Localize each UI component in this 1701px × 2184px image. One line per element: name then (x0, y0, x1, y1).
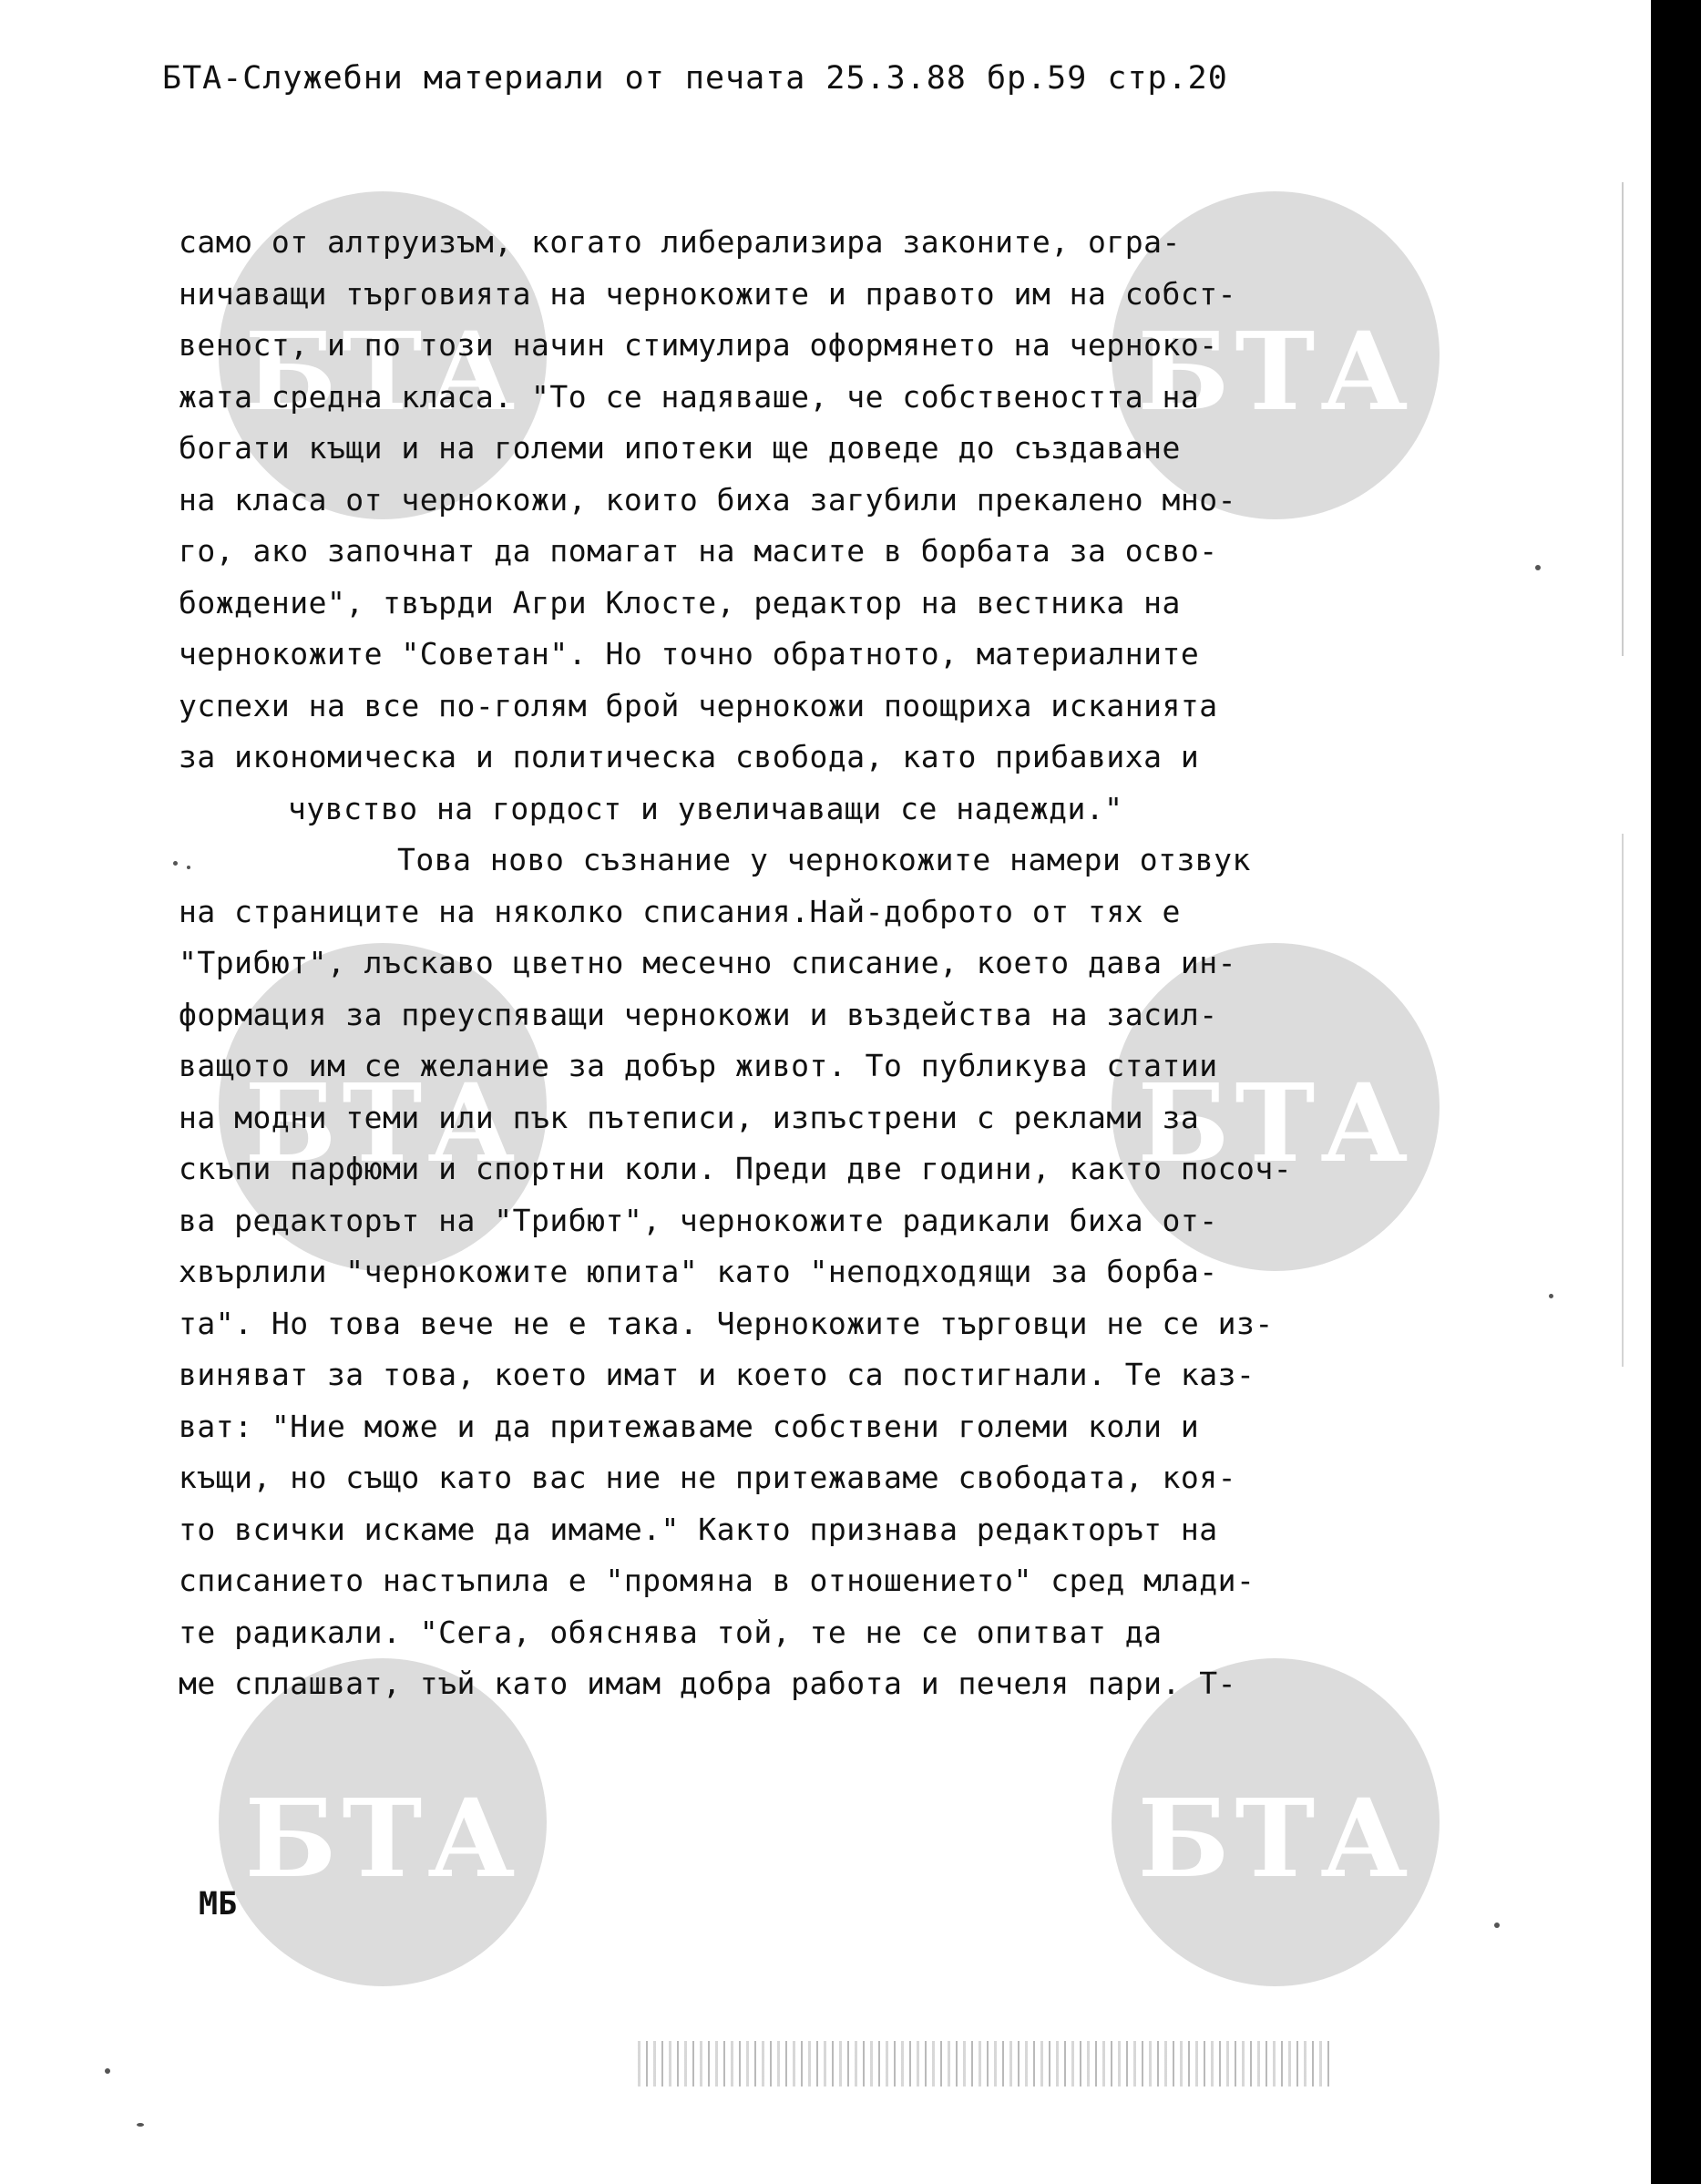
text-line: формация за преуспяващи чернокожи и въздейства на засил- (179, 996, 1218, 1032)
text-line: ват: "Ние може и да притежаваме собствени големи коли и (179, 1408, 1200, 1444)
scan-edge (1651, 0, 1701, 2184)
watermark-text: БТА (1137, 1060, 1414, 1186)
scan-speck (105, 2068, 110, 2074)
text-line: ничаващи търговията на чернокожите и правото им на собст- (179, 275, 1236, 312)
watermark-text: БТА (244, 1060, 521, 1186)
text-line: на страниците на няколко списания.Най-доброто от тях е (179, 893, 1181, 929)
scan-speck (1549, 1294, 1553, 1298)
watermark-text: БТА (1137, 308, 1414, 435)
text-line: чернокожите "Советан". Но точно обратното, материалните (179, 636, 1200, 672)
text-line: "Трибют", лъскаво цветно месечно списание, което дава ин- (179, 945, 1236, 980)
text-line: богати къщи и на големи ипотеки ще доведе до създаване (179, 430, 1181, 466)
text-line: веност, и по този начин стимулира оформянето на черноко- (179, 327, 1218, 363)
text-line: виняват за това, което имат и което са постигнали. Те каз- (179, 1357, 1255, 1392)
text-line: само от алтруизъм, когато либерализира законите, огра- (179, 224, 1181, 260)
text-line: списанието настъпила е "промяна в отношението" сред млади- (179, 1563, 1255, 1598)
scan-speck (137, 2123, 144, 2127)
text-line: ва редакторът на "Трибют", чернокожите радикали биха от- (179, 1202, 1218, 1238)
text-line: ващото им се желание за добър живот. То публикува статии (179, 1048, 1218, 1083)
text-line: та". Но това вече не е така. Чернокожите търговци не се из- (179, 1305, 1274, 1341)
text-line: за икономическа и политическа свобода, като прибавиха и (179, 739, 1200, 774)
scan-noise (638, 2041, 1330, 2087)
scan-speck (1535, 565, 1541, 570)
document-header: БТА-Служебни материали от печата 25.3.88 бр.59 стр.20 (162, 60, 1228, 97)
text-line: жата средна класа. "То се надяваше, че собствеността на (179, 378, 1200, 415)
paragraph-start-line: Това ново съзнание у чернокожите намери отзвук (397, 842, 1251, 877)
scan-speck (187, 866, 190, 869)
watermark-text: БТА (1137, 1775, 1414, 1902)
text-line: ме сплашват, тъй като имам добра работа и печеля пари. Т- (179, 1666, 1236, 1701)
watermark-text: БТА (244, 308, 521, 435)
text-line: къщи, но също като вас ние не притежаваме свободата, коя- (179, 1460, 1236, 1495)
scan-speck (173, 861, 178, 866)
text-line: го, ако започнат да помагат на масите в борбата за осво- (179, 533, 1218, 569)
text-line: бождение", твърди Агри Клосте, редактор на вестника на (179, 584, 1181, 620)
text-line: чувство на гордост и увеличаващи се надежди." (288, 790, 1123, 826)
text-line: на класа от чернокожи, които биха загубили прекалено мно- (179, 481, 1236, 518)
scan-speck (1494, 1923, 1500, 1928)
body-text (179, 217, 1454, 1710)
signature-initials: МБ (199, 1886, 238, 1923)
text-line: те радикали. "Сега, обяснява той, те не се опитват да (179, 1614, 1163, 1650)
text-line: то всички искаме да имаме." Както признава редакторът на (179, 1511, 1218, 1547)
text-line: на модни теми или пък пътеписи, изпъстрени с реклами за (179, 1099, 1200, 1135)
text-line: хвърлили "чернокожите юпита" като "неподходящи за борба- (179, 1254, 1218, 1289)
text-line: скъпи парфюми и спортни коли. Преди две години, както посоч- (179, 1151, 1293, 1186)
watermark-text: БТА (244, 1775, 521, 1902)
scan-margin-mark (1622, 182, 1624, 1367)
text-line: успехи на все по-голям брой чернокожи поощриха исканията (179, 687, 1218, 723)
